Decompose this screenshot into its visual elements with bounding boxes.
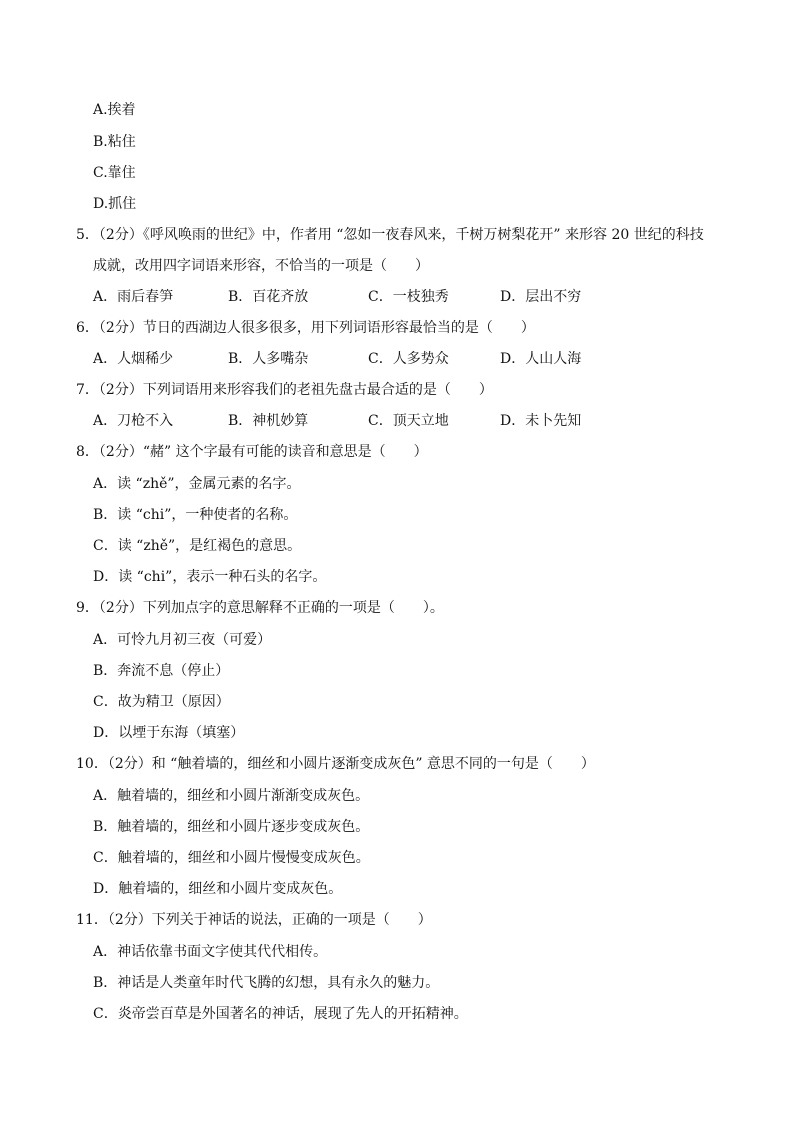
question-9-option-b: B．奔流不息（停止） (93, 663, 230, 679)
question-11-option-a: A．神话依靠书面文字使其代代相传。 (93, 944, 328, 960)
question-10-stem: 10．（2分）和 “触着墙的，细丝和小圆片逐渐变成灰色” 意思不同的一句是（ ） (76, 756, 595, 772)
question-5-stem-line1: 5．（2分）《呼风唤雨的世纪》中，作者用 “忽如一夜春风来，千树万树梨花开” 来形容 20 世纪的科技 (76, 227, 704, 243)
question-8-option-c: C．读 “zhě”，是红褐色的意思。 (93, 538, 302, 554)
question-8-option-b: B．读 “chi”，一种使者的名称。 (93, 507, 298, 523)
question-6-option-c: C．人多势众 (368, 351, 449, 367)
question-9-stem: 9．（2分）下列加点字的意思解释不正确的一项是（ ）。 (76, 600, 444, 616)
question-5-stem-line2: 成就，改用四字词语来形容，不恰当的一项是（ ） (93, 258, 429, 274)
option-d: D.抓住 (93, 196, 137, 212)
question-6-option-d: D．人山人海 (500, 351, 582, 367)
question-8-option-a: A．读 “zhě”，金属元素的名字。 (93, 476, 301, 492)
question-11-stem: 11．（2分）下列关于神话的说法，正确的一项是（ ） (76, 912, 432, 928)
option-a: A.挨着 (93, 102, 136, 118)
question-9-option-c: C．故为精卫（原因） (93, 694, 230, 710)
question-8-option-d: D．读 “chi”，表示一种石头的名字。 (93, 569, 327, 585)
question-10-option-b: B．触着墙的，细丝和小圆片逐步变成灰色。 (93, 819, 370, 835)
question-10-option-d: D．触着墙的，细丝和小圆片变成灰色。 (93, 881, 343, 897)
question-5-option-a: A．雨后春笋 (93, 289, 174, 305)
question-6-stem: 6．（2分）节日的西湖边人很多很多，用下列词语形容最恰当的是（ ） (76, 320, 535, 336)
question-5-option-c: C．一枝独秀 (368, 289, 449, 305)
question-7-option-c: C．顶天立地 (368, 413, 449, 429)
question-5-option-b: B．百花齐放 (228, 289, 309, 305)
question-7-option-b: B．神机妙算 (228, 413, 309, 429)
question-8-stem: 8．（2分）“赭” 这个字最有可能的读音和意思是（ ） (76, 444, 428, 460)
option-b: B.粘住 (93, 134, 136, 150)
question-11-option-c: C．炎帝尝百草是外国著名的神话，展现了先人的开拓精神。 (93, 1006, 468, 1022)
question-6-option-a: A．人烟稀少 (93, 351, 174, 367)
question-7-option-a: A．刀枪不入 (93, 413, 174, 429)
question-10-option-a: A．触着墙的，细丝和小圆片渐渐变成灰色。 (93, 788, 370, 804)
question-6-option-b: B．人多嘴杂 (228, 351, 309, 367)
question-11-option-b: B．神话是人类童年时代飞腾的幻想，具有永久的魅力。 (93, 975, 440, 991)
question-7-option-d: D．未卜先知 (500, 413, 582, 429)
question-10-option-c: C．触着墙的，细丝和小圆片慢慢变成灰色。 (93, 850, 370, 866)
option-c: C.靠住 (93, 165, 136, 181)
question-9-option-a: A．可怜九月初三夜（可爱） (93, 632, 272, 648)
question-7-stem: 7．（2分）下列词语用来形容我们的老祖先盘古最合适的是（ ） (76, 382, 493, 398)
question-9-option-d: D．以堙于东海（填塞） (93, 725, 245, 741)
question-5-option-d: D．层出不穷 (500, 289, 582, 305)
